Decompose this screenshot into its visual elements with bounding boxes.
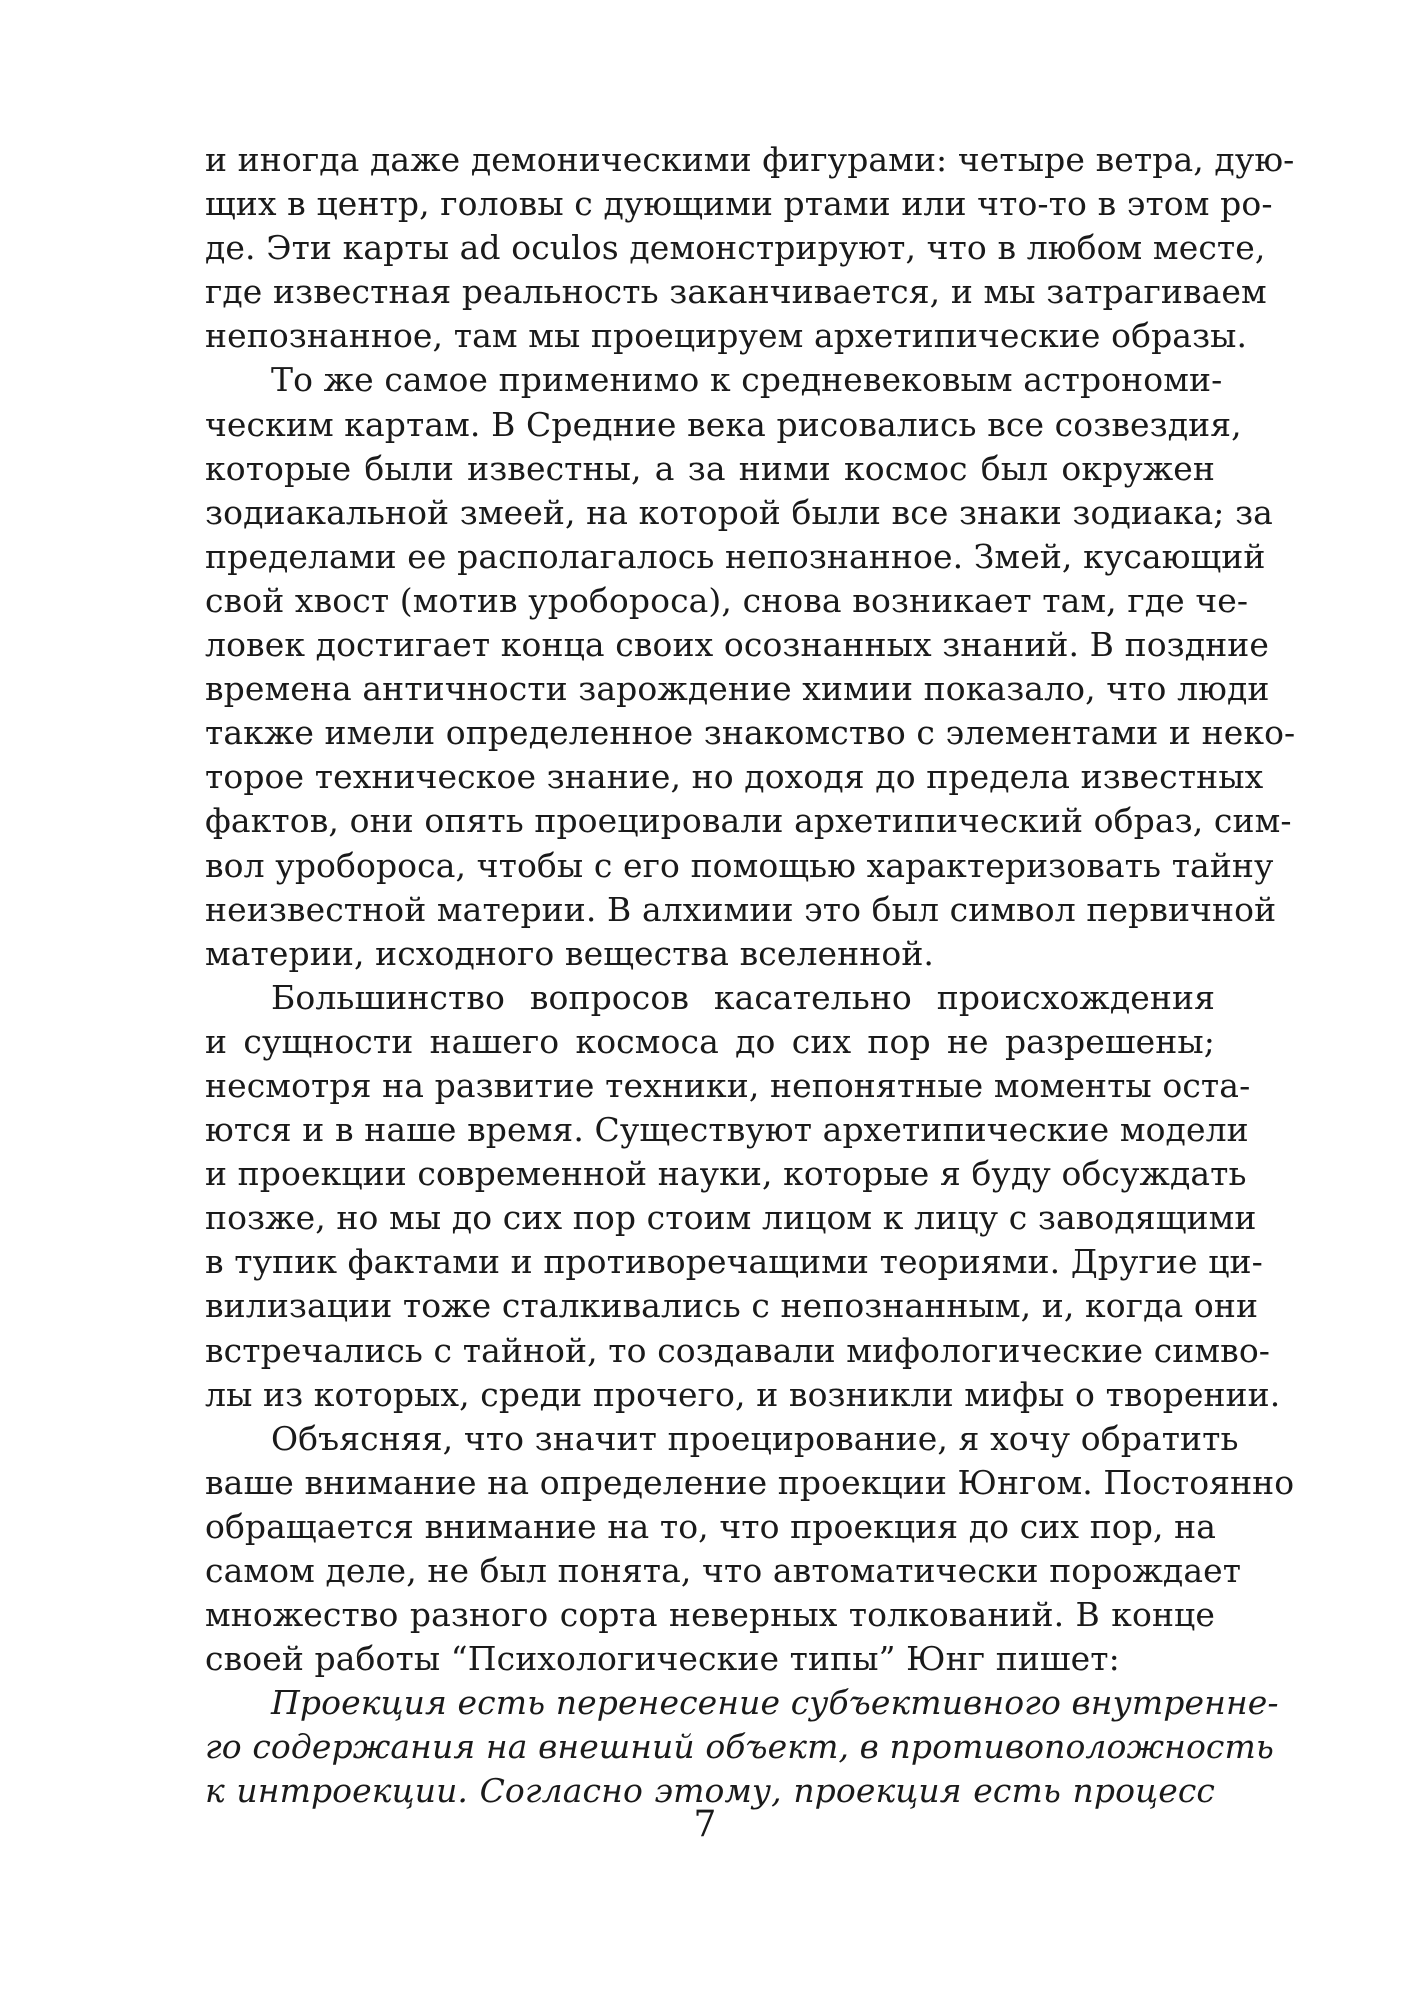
page-number: 7 (693, 1804, 717, 1845)
text-line: ваше внимание на определение проекции Юнгом. Постоянно (205, 1462, 1295, 1502)
text-line: зодиакальной змеей, на которой были все знаки зодиака; за (205, 492, 1273, 532)
text-line: ловек достигает конца своих осознанных знаний. В поздние (205, 625, 1270, 665)
text-line: и иногда даже демоническими фигурами: четыре ветра, дую- (205, 140, 1295, 179)
text-line: обращается внимание на то, что проекция до сих пор, на (205, 1506, 1217, 1546)
text-line: своей работы “Психологические типы” Юнг пишет: (205, 1639, 1120, 1679)
text-line: торое техническое знание, но доходя до предела известных (205, 757, 1264, 797)
text-line: де. Эти карты ad oculos демонстрируют, что в любом месте, (205, 228, 1266, 268)
text-line: которые были известны, а за ними космос был окружен (205, 448, 1215, 488)
text-line: самом деле, не был понята, что автоматически порождает (205, 1551, 1242, 1590)
text-line: пределами ее располагалось непознанное. Змей, кусающий (205, 536, 1266, 576)
text-line: времена античности зарождение химии показало, что люди (205, 669, 1270, 709)
text-line: вол уробороса, чтобы с его помощью характеризовать тайну (205, 845, 1274, 885)
text-line: свой хвост (мотив уробороса), снова возникает там, где че- (205, 580, 1249, 620)
text-line: лы из которых, среди прочего, и возникли мифы о творении. (205, 1374, 1281, 1414)
quote-line: к интроекции. Согласно этому, проекция есть процесс (205, 1771, 1215, 1811)
paragraph-start-line: Большинство вопросов касательно происхождения (271, 977, 1215, 1017)
text-line: позже, но мы до сих пор стоим лицом к лицу с заводящими (205, 1198, 1257, 1238)
quote-line: го содержания на внешний объект, в противоположность (205, 1727, 1274, 1767)
text-line: щих в центр, головы с дующими ртами или что-то в этом ро- (205, 184, 1273, 224)
text-line: материи, исходного вещества вселенной. (205, 933, 935, 973)
text-line: и проекции современной науки, которые я буду обсуждать (205, 1154, 1247, 1194)
paragraph-start-line: То же самое применимо к средневековым астрономи- (271, 360, 1223, 400)
text-line: также имели определенное знакомство с элементами и неко- (205, 713, 1296, 753)
quote-line: Проекция есть перенесение субъективного внутренне- (271, 1683, 1279, 1723)
text-line: неизвестной материи. В алхимии это был символ первичной (205, 889, 1277, 929)
page-body (205, 138, 1296, 1814)
text-line: вилизации тоже сталкивались с непознанным, и, когда они (205, 1286, 1259, 1326)
text-line: ются и в наше время. Существуют архетипические модели (205, 1110, 1249, 1150)
text-line: встречались с тайной, то создавали мифологические симво- (205, 1330, 1271, 1370)
text-line: и сущности нашего космоса до сих пор не разрешены; (205, 1021, 1215, 1061)
text-line: в тупик фактами и противоречащими теориями. Другие ци- (205, 1242, 1263, 1282)
text-line: ческим картам. В Средние века рисовались все созвездия, (205, 404, 1242, 444)
text-line: множество разного сорта неверных толкований. В конце (205, 1595, 1215, 1635)
text-line: непознанное, там мы проецируем архетипические образы. (205, 316, 1248, 356)
text-line: фактов, они опять проецировали архетипический образ, сим- (205, 801, 1292, 841)
paragraph-start-line: Объясняя, что значит проецирование, я хочу обратить (271, 1418, 1239, 1458)
text-line: где известная реальность заканчивается, и мы затрагиваем (205, 272, 1267, 312)
text-line: несмотря на развитие техники, непонятные моменты оста- (205, 1065, 1251, 1105)
